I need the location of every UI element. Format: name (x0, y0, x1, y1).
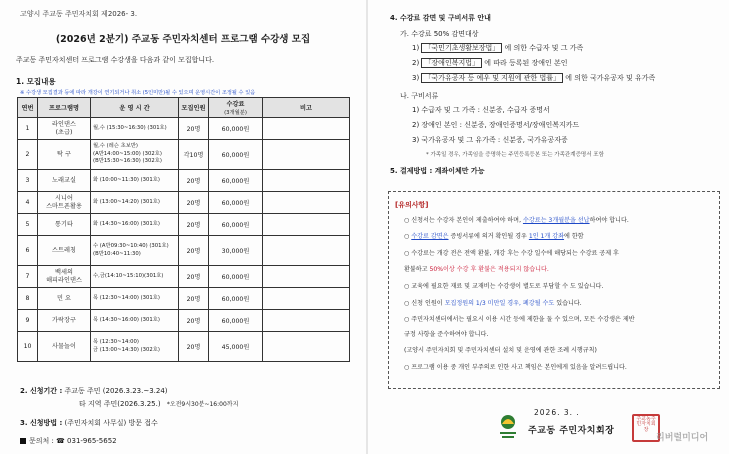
discount-item-1-num: 1) (412, 44, 420, 52)
right-page (368, 0, 729, 454)
header-time: 운 영 시 간 (91, 98, 179, 118)
caution-line-1-a: ○ 신청서는 수강자 본인이 제출하여야 하며, (404, 217, 523, 224)
documents-item-2: 2) 장애인 본인 : 신분증, 장애인증명서/장애인복지카드 (412, 121, 580, 129)
table-row (18, 288, 350, 310)
schedule-line: 화 (10:00~11:30) (301호) (93, 176, 160, 183)
cell-schedule (91, 266, 179, 288)
discount-item-3-num: 3) (412, 74, 420, 82)
cell-schedule (91, 310, 179, 332)
caution-line-1 (404, 215, 629, 224)
caution-line-9: (고양시 주민자치회 및 주민자치센터 설치 및 운영에 관한 조례 시행규칙) (404, 347, 597, 354)
table-row (18, 266, 350, 288)
document-number: 고양시 주교동 주민자치회 제2026- 3. (20, 10, 138, 18)
cell-program-name (38, 214, 91, 236)
caution-refund-highlight: 50%이상 수강 후 환불은 적용되지 않습니다. (429, 266, 549, 273)
caution-line-2-e: 에 한함 (564, 233, 584, 240)
table-row (18, 140, 350, 170)
cell-num: 10 (18, 332, 38, 362)
cell-num: 8 (18, 288, 38, 310)
section-discount-heading: 4. 수강료 감면 및 구비서류 안내 (390, 14, 491, 22)
square-bullet-icon (20, 438, 26, 444)
caution-cancel-highlight: 모집정원의 1/3 미만일 경우, 폐강될 수도 (444, 300, 555, 307)
schedule-line: 월,수 (15:30~16:30) (301호) (93, 124, 167, 131)
cell-fee: 60,000원 (209, 266, 263, 288)
header-fee-main: 수강료 (226, 101, 245, 108)
cell-program-name (38, 310, 91, 332)
application-period (20, 386, 168, 396)
caution-line-6 (404, 298, 582, 307)
intro-text: 주교동 주민자치센터 프로그램 수강생을 다음과 같이 모집합니다. (16, 56, 215, 64)
cell-program-name (38, 118, 91, 140)
header-program: 프로그램명 (38, 98, 91, 118)
cell-num: 2 (18, 140, 38, 170)
caution-title: [유의사항] (395, 201, 429, 209)
table-row (18, 170, 350, 192)
discount-target-heading: 가. 수강료 50% 감면대상 (400, 30, 479, 38)
discount-item-2-num: 2) (412, 59, 420, 67)
cell-program-name (38, 332, 91, 362)
schedule-line: 목 (12:30~14:00) (93, 338, 139, 345)
caution-line-4-a: 환불하고 (404, 266, 430, 273)
application-period-resident: 주교동 주민 (2026.3.23.~3.24) (64, 387, 168, 395)
schedule-line: 목 (12:30~14:00) (301호) (93, 294, 160, 301)
application-period-other: 타 지역 주민(2026.3.25.) (79, 400, 161, 408)
cell-capacity: 20명 (179, 332, 209, 362)
documents-item-1: 1) 수급자 및 그 가족 : 신분증, 수급자 증명서 (412, 106, 550, 114)
cell-remarks (263, 140, 350, 170)
header-capacity: 모집인원 (179, 98, 209, 118)
cell-schedule (91, 332, 179, 362)
caution-line-7: ○ 주민자치센터에서는 필요시 이용 시간 등에 제한을 둘 수 있으며, 모든 수강생은 제반 (404, 316, 635, 323)
caution-prepay-highlight: 수강료는 3개월분을 선납 (522, 217, 590, 224)
cell-program-name (38, 288, 91, 310)
program-table (17, 97, 350, 362)
cell-schedule (91, 214, 179, 236)
table-row (18, 236, 350, 266)
cell-num: 7 (18, 266, 38, 288)
program-name-line: 라인댄스 (52, 121, 76, 129)
application-hours-note: *오전9시30분~16:00까지 (166, 401, 239, 408)
schedule-line: 목 (14:30~16:00) (301호) (93, 316, 160, 323)
application-method (20, 418, 158, 428)
schedule-line: (A반14:00~15:00) (302호) (93, 150, 162, 157)
stamp-text: 주교동주민자치회장 (636, 416, 656, 433)
cell-schedule (91, 118, 179, 140)
cell-fee: 60,000원 (209, 192, 263, 214)
signature-name: 주교동 주민자치회장 (528, 426, 615, 436)
cell-schedule (91, 192, 179, 214)
cell-fee: 60,000원 (209, 214, 263, 236)
cell-schedule (91, 288, 179, 310)
cell-remarks (263, 118, 350, 140)
cell-remarks (263, 170, 350, 192)
application-period-other-line (79, 399, 238, 409)
caution-line-2 (404, 231, 584, 240)
program-name-line: 통기타 (55, 220, 73, 228)
cell-num: 9 (18, 310, 38, 332)
schedule-line: 금 (13:00~14:30) (302호) (93, 346, 160, 353)
schedule-line: 화 (13:00~14:20) (301호) (93, 198, 160, 205)
discount-item-3 (412, 73, 655, 83)
contact-info (20, 436, 117, 446)
cell-program-name (38, 140, 91, 170)
caution-line-1-c: 하여야 합니다. (589, 217, 629, 224)
caution-line-6-c: 있습니다. (554, 300, 582, 307)
table-row (18, 310, 350, 332)
application-period-label: 2. 신청기간 : (20, 387, 63, 395)
cell-num: 5 (18, 214, 38, 236)
header-remarks: 비고 (263, 98, 350, 118)
caution-line-4 (404, 264, 549, 273)
caution-line-8: 규정 사항을 준수하여야 합니다. (404, 331, 489, 338)
discount-item-2 (412, 58, 568, 68)
section-payment: 5. 결제방법 : 계좌이체만 가능 (390, 167, 485, 175)
header-fee (209, 98, 263, 118)
cell-fee: 45,000원 (209, 332, 263, 362)
documents-heading: 나. 구비서류 (400, 92, 439, 100)
cell-remarks (263, 310, 350, 332)
contact-text: 문의처 : ☎ 031-965-5652 (29, 437, 117, 445)
cell-num: 6 (18, 236, 38, 266)
recruitment-note: ※ 수강생 모집결과 등에 따라 개강이 연기되거나 취소 (5인미만)될 수 있으며 운영시간이 조정될 수 있음 (20, 90, 256, 96)
watermark: 리버럴미디어 (656, 433, 709, 443)
schedule-line: (B반15:30~16:30) (302호) (93, 158, 162, 165)
cell-remarks (263, 192, 350, 214)
cell-remarks (263, 236, 350, 266)
cell-capacity: 20명 (179, 170, 209, 192)
cell-remarks (263, 332, 350, 362)
program-name-line: 사물놀이 (52, 342, 76, 350)
cell-num: 3 (18, 170, 38, 192)
program-name-line: 민 요 (57, 294, 71, 302)
table-body (18, 118, 350, 362)
cell-capacity: 20명 (179, 214, 209, 236)
program-name-line: 백세의 (55, 269, 73, 277)
schedule-line: 월,수 (레슨 초보반) (93, 142, 139, 149)
header-fee-sub: (3개월분) (224, 110, 247, 116)
application-method-value: (주민자치회 사무실) 방문 접수 (64, 419, 158, 427)
discount-item-3-text: 에 의한 국가유공자 및 유가족 (565, 74, 656, 82)
table-row (18, 214, 350, 236)
program-name-line: 해피라인댄스 (46, 276, 82, 284)
table-row (18, 332, 350, 362)
program-name-line: 탁 구 (57, 150, 71, 158)
cell-capacity: 20명 (179, 310, 209, 332)
discount-item-1-law: 「국민기초생활보장법」 (421, 43, 502, 53)
association-logo (496, 412, 520, 442)
program-name-line: (초급) (55, 128, 73, 136)
cell-fee: 60,000원 (209, 170, 263, 192)
cell-program-name (38, 266, 91, 288)
cell-num: 4 (18, 192, 38, 214)
caution-box (388, 191, 720, 389)
caution-line-3: ○ 수강료는 개강 전은 전액 환불, 개강 후는 수강 일수에 해당되는 수강료 공제 후 (404, 250, 619, 257)
cell-remarks (263, 214, 350, 236)
cell-fee: 60,000원 (209, 288, 263, 310)
page-title: (2026년 2분기) 주교동 주민자치센터 프로그램 수강생 모집 (55, 34, 311, 45)
caution-line-6-a: ○ 신청 인원이 (404, 300, 445, 307)
discount-item-1-text: 에 의한 수급자 및 그 가족 (504, 44, 584, 52)
program-name-line: 스트레칭 (52, 246, 76, 254)
cell-schedule (91, 236, 179, 266)
documents-family-note: * 가족일 경우, 가족임을 증명하는 주민등록등본 또는 가족관계증명서 포함 (426, 152, 604, 158)
cell-program-name (38, 192, 91, 214)
cell-program-name (38, 170, 91, 192)
cell-remarks (263, 266, 350, 288)
cell-fee: 30,000원 (209, 236, 263, 266)
cell-fee: 60,000원 (209, 310, 263, 332)
cell-capacity: 20명 (179, 288, 209, 310)
discount-item-1 (412, 43, 583, 53)
caution-one-course-highlight: 1인 1개 강좌 (528, 233, 565, 240)
cell-capacity: 20명 (179, 192, 209, 214)
discount-item-3-law: 「국가유공자 등 예우 및 지원에 관한 법률」 (421, 73, 563, 83)
cell-num: 1 (18, 118, 38, 140)
caution-line-5: ○ 교육에 필요한 재료 및 교재비는 수강생이 별도로 부담할 수 도 있습니다. (404, 283, 604, 290)
section-recruitment-heading: 1. 모집내용 (16, 77, 56, 86)
cell-fee: 60,000원 (209, 118, 263, 140)
program-name-line: 시니어 (55, 195, 73, 203)
caution-line-2-a: ○ (404, 233, 412, 240)
header-num: 연번 (18, 98, 38, 118)
documents-item-3: 3) 국가유공자 및 그 유가족 : 신분증, 국가유공자증 (412, 136, 568, 144)
schedule-line: (B반10:40~11:30) (93, 250, 141, 257)
table-header-row (18, 98, 350, 118)
program-name-line: 스마트폰활용 (46, 202, 82, 210)
table-row (18, 118, 350, 140)
table-row (18, 192, 350, 214)
cell-capacity: 20명 (179, 118, 209, 140)
application-method-label: 3. 신청방법 : (20, 419, 63, 427)
cell-capacity: 20명 (179, 266, 209, 288)
document-date: 2026. 3. . (534, 408, 580, 417)
schedule-line: 수 (A반09:30~10:40) (301호) (93, 242, 169, 249)
program-name-line: 노래교실 (52, 176, 76, 184)
cell-remarks (263, 288, 350, 310)
cell-program-name (38, 236, 91, 266)
program-name-line: 가락장구 (52, 316, 76, 324)
cell-schedule (91, 140, 179, 170)
caution-line-2-c: 증빙서류에 의거 확인될 경우 (448, 233, 529, 240)
cell-schedule (91, 170, 179, 192)
discount-item-2-law: 「장애인복지법」 (421, 58, 482, 68)
caution-line-10: ○ 프로그램 이용 중 개인 부주의로 인한 사고 책임은 본인에게 있음을 알려드립니다. (404, 364, 627, 371)
cell-capacity: 각10명 (179, 140, 209, 170)
discount-item-2-text: 에 따라 등록된 장애인 본인 (484, 59, 568, 67)
cell-capacity: 20명 (179, 236, 209, 266)
cell-fee: 60,000원 (209, 140, 263, 170)
caution-discount-highlight: 수강료 감면은 (411, 233, 449, 240)
schedule-line: 수,금(14:10~15:10)(301호) (93, 272, 164, 279)
schedule-line: 화 (14:30~16:00) (301호) (93, 220, 160, 227)
